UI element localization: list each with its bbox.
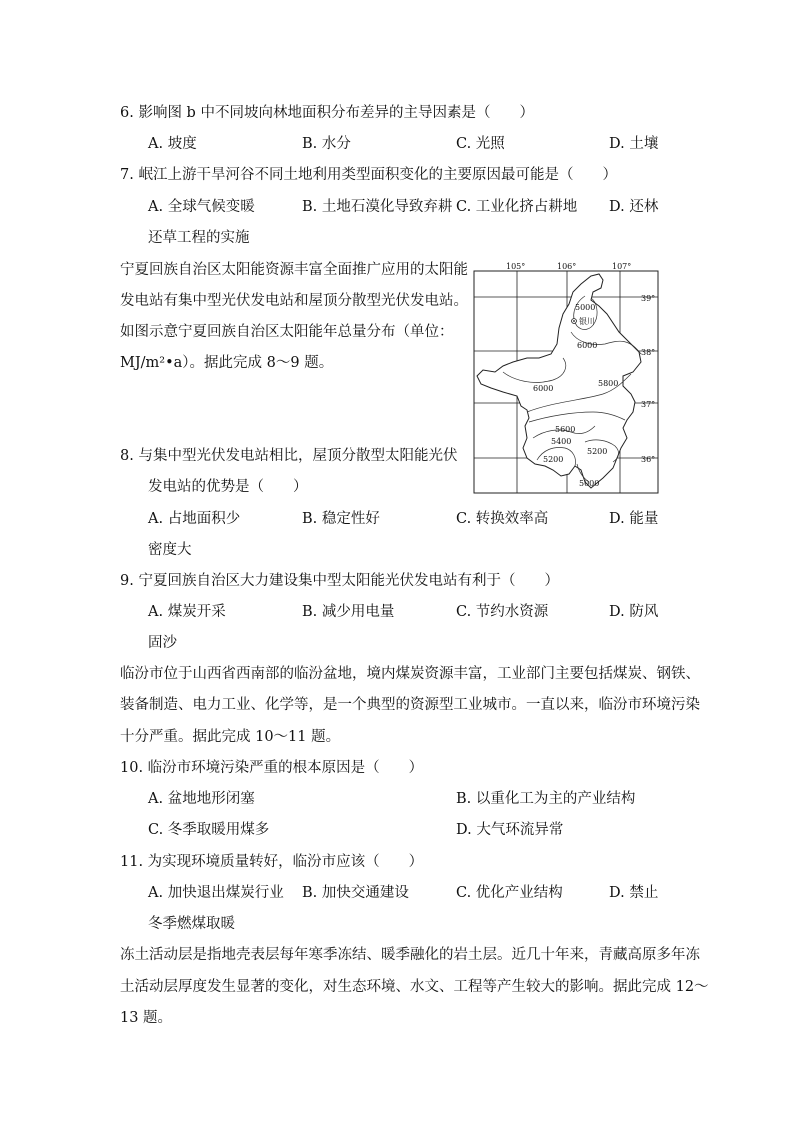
question-11-stem: 11. 为实现环境质量转好，临汾市应该（ ） — [120, 854, 424, 870]
contour-label-5000-north: 5000 — [575, 303, 596, 312]
contour-label-5800: 5800 — [598, 379, 619, 388]
q6-option-a: A. 坡度 — [148, 136, 197, 152]
contour-label-6000-north: 6000 — [577, 341, 598, 350]
intro-8-9-line-4: MJ/m²•a）。据此完成 8～9 题。 — [120, 355, 334, 371]
question-8-stem-line-1: 8. 与集中型光伏发电站相比，屋顶分散型太阳能光伏 — [120, 448, 458, 464]
intro-10-11-line-3: 十分严重。据此完成 10～11 题。 — [120, 729, 341, 745]
label-lon-105: 105° — [506, 262, 526, 271]
contour-label-6000-west: 6000 — [533, 384, 554, 393]
q10-option-b: B. 以重化工为主的产业结构 — [456, 791, 636, 807]
intro-12-13-line-1: 冻土活动层是指地壳表层每年寒季冻结、暖季融化的岩土层。近几十年来，青藏高原多年冻 — [120, 947, 700, 963]
q9-option-c: C. 节约水资源 — [456, 604, 549, 620]
question-7-stem: 7. 岷江上游干旱河谷不同土地利用类型面积变化的主要原因最可能是（ ） — [120, 167, 617, 183]
q11-option-b: B. 加快交通建设 — [302, 885, 409, 901]
label-lat-38: 38° — [641, 348, 656, 357]
q8-option-c: C. 转换效率高 — [456, 511, 549, 527]
label-lon-107: 107° — [612, 262, 632, 271]
q6-option-b: B. 水分 — [302, 136, 351, 152]
intro-12-13-line-2: 土活动层厚度发生显著的变化，对生态环境、水文、工程等产生较大的影响。据此完成 12～ — [120, 979, 709, 995]
q6-option-c: C. 光照 — [456, 136, 505, 152]
q8-option-d-continued: 密度大 — [148, 542, 192, 558]
q7-option-c: C. 工业化挤占耕地 — [456, 199, 578, 215]
contour-label-5400: 5400 — [551, 437, 572, 446]
question-9-stem: 9. 宁夏回族自治区大力建设集中型太阳能光伏发电站有利于（ ） — [120, 573, 559, 589]
contour-label-5600: 5600 — [555, 425, 576, 434]
q7-option-d: D. 还林 — [609, 199, 659, 215]
q11-option-a: A. 加快退出煤炭行业 — [148, 885, 284, 901]
question-10-stem: 10. 临汾市环境污染严重的根本原因是（ ） — [120, 760, 424, 776]
q7-option-d-continued: 还草工程的实施 — [148, 230, 250, 246]
q6-option-d: D. 土壤 — [609, 136, 659, 152]
contour-label-5000-south: 5000 — [579, 479, 600, 488]
ningxia-solar-map — [473, 262, 659, 494]
label-lat-37: 37° — [641, 400, 656, 409]
q10-option-c: C. 冬季取暖用煤多 — [148, 822, 270, 838]
intro-10-11-line-2: 装备制造、电力工业、化学等，是一个典型的资源型工业城市。一直以来，临汾市环境污染 — [120, 697, 700, 713]
intro-8-9-line-2: 发电站有集中型光伏发电站和屋顶分散型光伏发电站。 — [120, 293, 468, 309]
intro-12-13-line-3: 13 题。 — [120, 1010, 173, 1026]
q9-option-d: D. 防风 — [609, 604, 659, 620]
q9-option-b: B. 减少用电量 — [302, 604, 395, 620]
contour-label-5200-west: 5200 — [543, 455, 564, 464]
question-8-stem-line-2: 发电站的优势是（ ） — [148, 479, 308, 495]
q11-option-d: D. 禁止 — [609, 885, 659, 901]
intro-8-9-line-1: 宁夏回族自治区太阳能资源丰富全面推广应用的太阳能 — [120, 262, 468, 278]
q7-option-b: B. 土地石漠化导致弃耕 — [302, 199, 453, 215]
question-6-stem: 6. 影响图 b 中不同坡向林地面积分布差异的主导因素是（ ） — [120, 105, 534, 121]
q11-option-c: C. 优化产业结构 — [456, 885, 563, 901]
intro-8-9-line-3: 如图示意宁夏回族自治区太阳能年总量分布（单位： — [120, 324, 454, 340]
q11-option-d-continued: 冬季燃煤取暖 — [148, 916, 235, 932]
q9-option-d-continued: 固沙 — [148, 635, 177, 651]
q9-option-a: A. 煤炭开采 — [148, 604, 226, 620]
label-lat-36: 36° — [641, 455, 656, 464]
intro-10-11-line-1: 临汾市位于山西省西南部的临汾盆地，境内煤炭资源丰富，工业部门主要包括煤炭、钢铁、 — [120, 666, 700, 682]
contour-label-5200-east: 5200 — [587, 447, 608, 456]
q8-option-d: D. 能量 — [609, 511, 659, 527]
q10-option-d: D. 大气环流异常 — [456, 822, 564, 838]
q8-option-a: A. 占地面积少 — [148, 511, 241, 527]
label-lat-39: 39° — [641, 294, 656, 303]
q7-option-a: A. 全球气候变暖 — [148, 199, 255, 215]
q8-option-b: B. 稳定性好 — [302, 511, 380, 527]
label-lon-106: 106° — [557, 262, 577, 271]
label-yinchuan: 银川 — [579, 317, 595, 326]
q10-option-a: A. 盆地地形闭塞 — [148, 791, 255, 807]
